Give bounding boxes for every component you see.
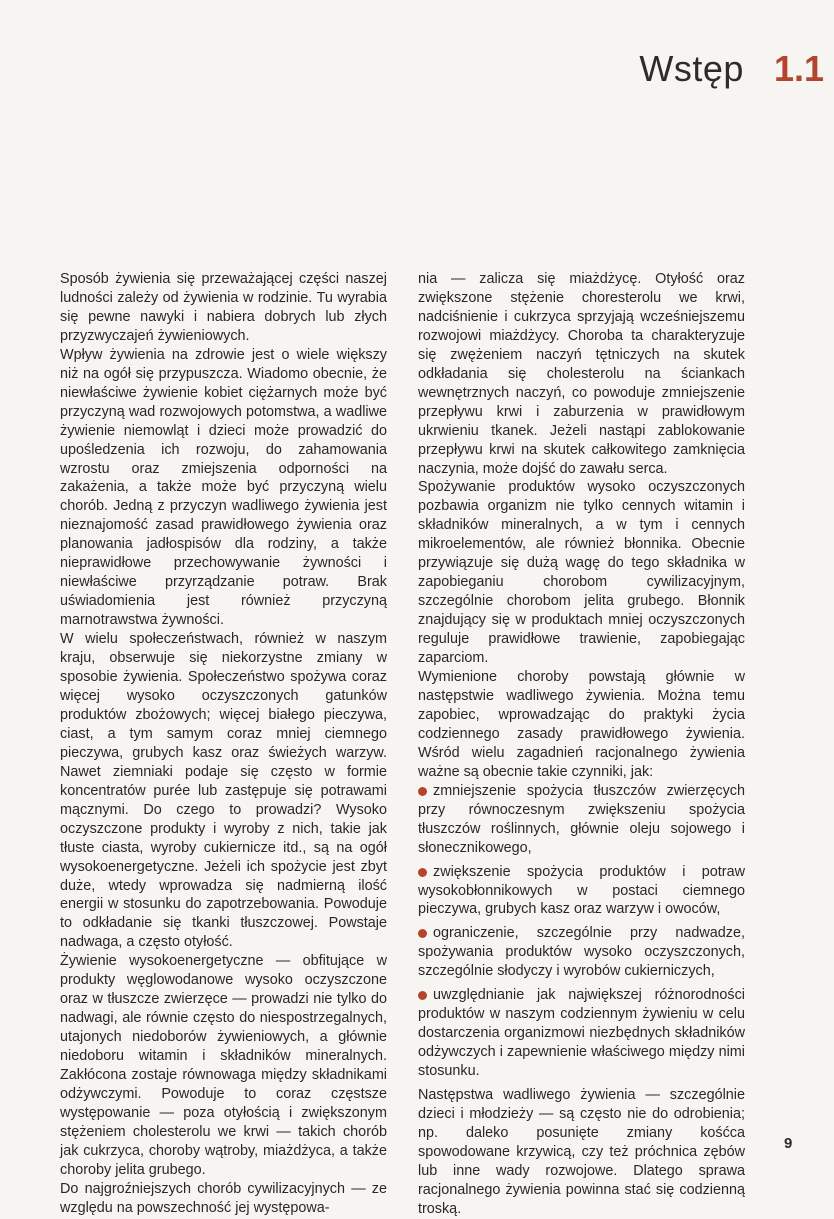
list-item-text: zwiększenie spożycia produktów i potraw wysokobłonnikowych w postaci ciemnego pieczywa, grubych kasz oraz warzyw i owoców,: [418, 863, 745, 918]
paragraph: Żywienie wysokoenergetyczne — obfitujące w produkty węglowodanowe wysoko oczyszczone oraz w tłuszcze zwierzęce — prowadzi nie tylko do nadwagi, ale równie często do niespostrzegalnych, utajonych niedoborów żywieniowych, a głównie niedoboru witamin i składników mineralnych. Zakłócona zostaje równowaga między składnikami odżywczymi. Powoduje to coraz częstsze występowanie — poza otyłością i zwiększonym stężeniem cholesterolu we krwi — takich chorób jak cukrzyca, choroby wątroby, miażdżyca, a także choroby jelita grubego.: [60, 953, 387, 1178]
bullet-icon: [418, 929, 427, 938]
text-column-left: [60, 270, 387, 1218]
paragraph: nia — zalicza się miażdżycę. Otyłość oraz zwiększone stężenie choresterolu we krwi, nadciśnienie i cukrzyca sprzyjają wcześniejszemu rozwojowi miażdżycy. Choroba ta charakteryzuje się zwężeniem naczyń tętniczych na skutek odkładania się cholesterolu na ściankach wewnętrznych naczyń, co powoduje zmniejszenie przepływu krwi i zaburzenia w prawidłowym ukrwieniu tkanek. Jeżeli nastąpi zablokowanie przepływu krwi na skutek całkowitego zamknięcia naczynia, może dojść do zawału serca.: [418, 271, 745, 477]
list-item: [418, 863, 745, 920]
paragraph: Spożywanie produktów wysoko oczyszczonych pozbawia organizm nie tylko cennych witamin i składników mineralnych, a w tym i cennych mikroelementów, ale również błonnika. Obecnie przywiązuje się dużą wagę do tego składnika w zapobieganiu chorobom cywilizacyjnym, szczególnie chorobom jelita grubego. Błonnik znajdujący się w produktach mniej oczyszczonych reguluje prawidłowe trawienie, zapobiegając zaparciom.: [418, 479, 745, 667]
paragraph: Następstwa wadliwego żywienia — szczególnie dzieci i młodzieży — są często nie do odrobienia; np. daleko posunięte zmiany kośćca spowodowane krzywicą, czy też próchnica zębów lub inne wady rozwojowe. Dlatego sprawa racjonalnego żywienia powinna stać się codzienną troską.: [418, 1087, 745, 1217]
paragraph: Do najgroźniejszych chorób cywilizacyjnych — ze względu na powszechność jej występowa-: [60, 1180, 387, 1216]
bullet-icon: [418, 868, 427, 877]
chapter-header: [639, 48, 824, 90]
chapter-number: 1.1: [773, 48, 824, 89]
paragraph: Wpływ żywienia na zdrowie jest o wiele większy niż na ogół się przypuszcza. Wiadomo obecnie, że niewłaściwe żywienie kobiet ciężarnych może być przyczyną wad rozwojowych potomstwa, a wadliwe żywienie niemowląt i dzieci może prowadzić do upośledzenia ich rozwoju, do zahamowania wzrostu oraz zmiejszenia odporności na zakażenia, a także może być przyczyną wielu chorób. Jedną z przyczyn wadliwego żywienia jest nieznajomość zasad prawidłowego żywienia oraz planowania jadłospisów dla rodziny, a także nieprawidłowe przechowywanie żywności i niewłaściwe przyrządzanie potraw. Brak uświadomienia jest również przyczyną marnotrawstwa żywności.: [60, 346, 387, 629]
paragraph: Sposób żywienia się przeważającej części naszej ludności zależy od żywienia w rodzinie. Tu wyrabia się pewne nawyki i nabiera dobrych lub złych przyzwyczajeń żywieniowych.: [60, 271, 387, 344]
paragraph: W wielu społeczeństwach, również w naszym kraju, obserwuje się niekorzystne zmiany w sposobie żywienia. Społeczeństwo spożywa coraz więcej wysoko oczyszczonych gatunków produktów zbożowych; więcej białego pieczywa, ciast, a tym samym coraz mniej ciemnego pieczywa, grubych kasz oraz świeżych warzyw. Nawet ziemniaki podaje się często w formie koncentratów purée lub zastępuje się potrawami mącznymi. Do czego to prowadzi? Wysoko oczyszczone produkty i wyroby z nich, takie jak tłuste ciasta, wyroby cukiernicze itd., są na ogół wysokoenergetyczne. Jeżeli ich spożycie jest zbyt duże, wtedy wprowadza się nadmierną ilość energii w stosunku do zapotrzebowania. Powoduje to odkładanie się tkanki tłuszczowej. Powstaje nadwaga, a często otyłość.: [60, 631, 387, 951]
list-item: [418, 924, 745, 981]
list-item-text: ograniczenie, szczególnie przy nadwadze, spożywania produktów wysoko oczyszczonych, szczególnie słodyczy i wyrobów cukierniczych,: [418, 925, 745, 980]
list-item: [418, 782, 745, 858]
factor-list: [418, 782, 745, 1081]
paragraph: Wymienione choroby powstają głównie w następstwie wadliwego żywienia. Można temu zapobiec, wprowadzając do praktyki życia codziennego zasady prawidłowego żywienia. Wśród wielu zagadnień racjonalnego żywienia ważne są obecnie takie czynniki, jak:: [418, 669, 745, 780]
text-column-right: [418, 270, 745, 1219]
list-item-text: zmniejszenie spożycia tłuszczów zwierzęcych przy równoczesnym zwiększeniu spożycia tłuszczów roślinnych, głównie oleju sojowego i słonecznikowego,: [418, 782, 745, 856]
bullet-icon: [418, 787, 427, 796]
page-title: Wstęp: [639, 48, 744, 89]
list-item: [418, 986, 745, 1081]
list-item-text: uwzględnianie jak największej różnorodności produktów w naszym codziennym żywieniu w celu dostarczenia organizmowi niezbędnych składników odżywczych i zapewnienie właściwego między nimi stosunku.: [418, 987, 745, 1080]
bullet-icon: [418, 991, 427, 1000]
page-number: 9: [784, 1135, 793, 1152]
